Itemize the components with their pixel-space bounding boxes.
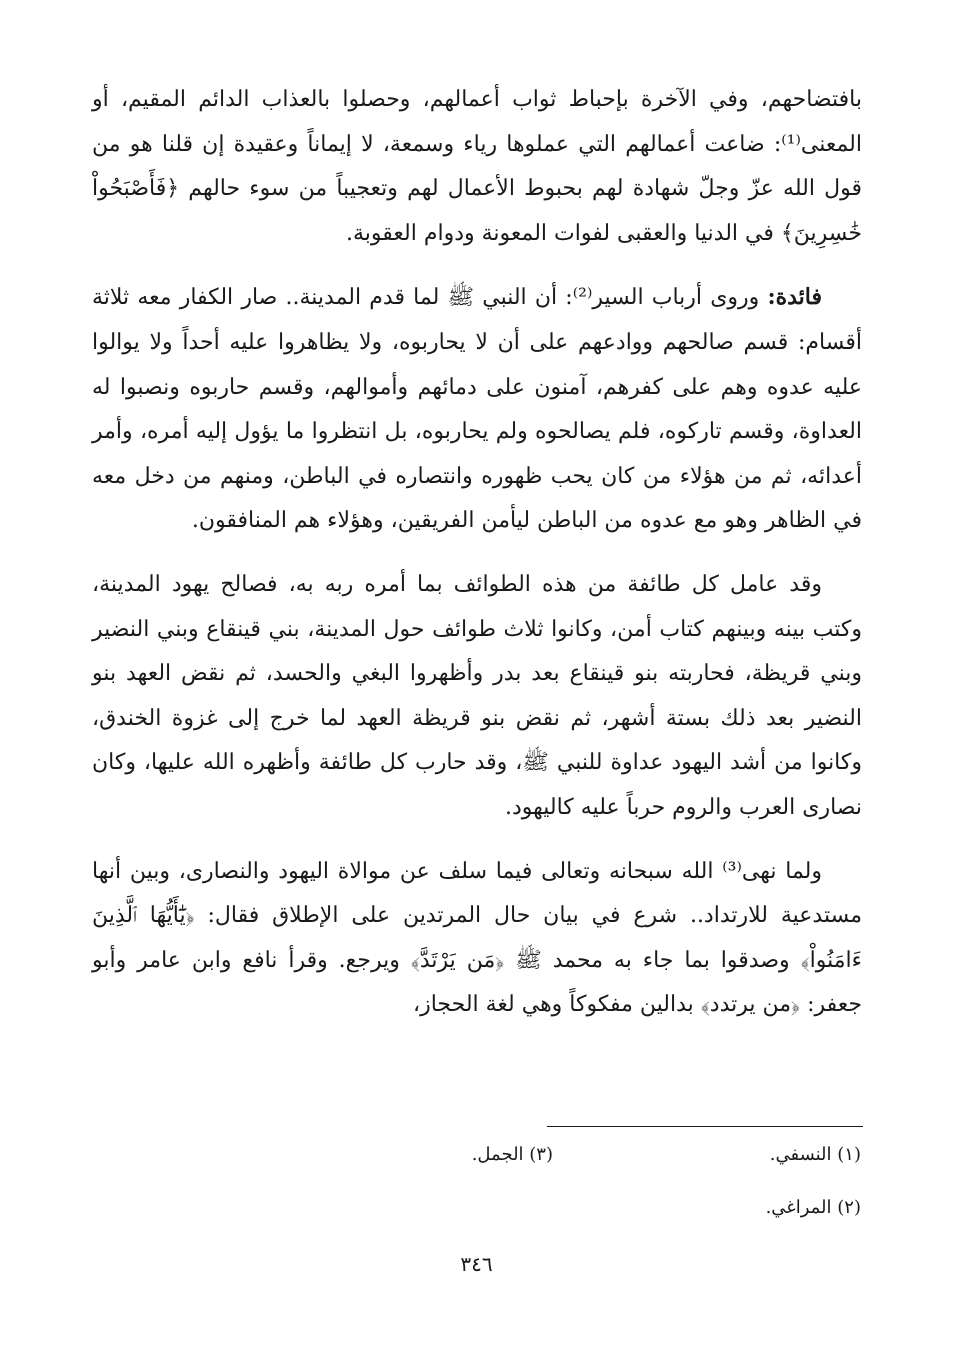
paragraph-2 bbox=[92, 275, 862, 544]
paragraph-2-lead: فائدة: bbox=[767, 284, 823, 311]
footnote-2: (٢) المراغي. bbox=[765, 1197, 861, 1218]
footnote-1: (١) النسفي. bbox=[769, 1144, 861, 1165]
paragraph-4: ولما نهى⁽³⁾ الله سبحانه وتعالى فيما سلف عن موالاة اليهود والنصارى، وبين أنها مستدعية للارتداد.. شرع في بيان حال المرتدين على الإطلاق فقال: ﴿يَٰٓأَيُّهَا ٱلَّذِينَ ءَامَنُواْ﴾ وصدقوا بما جاء به محمد ﷺ ﴿مَن يَرْتَدَّ﴾ ويرجع. وقرأ نافع وابن عامر وأبو جعفر: ﴿من يرتدد﴾ بدالين مفكوكاً وهي لغة الحجاز، bbox=[92, 858, 862, 1018]
paragraph-1: بافتضاحهم، وفي الآخرة بإحباط ثواب أعمالهم، وحصلوا بالعذاب الدائم المقيم، أو المعنى⁽¹⁾: ضاعت أعمالهم التي عملوها رياء وسمعة، لا إيماناً وعقيدة إن قلنا هو من قول الله عزّ وجلّ شهادة لهم بحبوط الأعمال لهم وتعجيباً من سوء حالهم ﴿فَأَصْبَحُواْ خَٰسِرِينَ﴾ في الدنيا والعقبى لفوات المعونة ودوام العقوبة. bbox=[92, 87, 862, 246]
footnote-separator bbox=[547, 1126, 863, 1127]
footnote-3: (٣) الجمل. bbox=[471, 1144, 553, 1165]
page-number: ٣٤٦ bbox=[460, 1252, 493, 1276]
paragraph-3: وقد عامل كل طائفة من هذه الطوائف بما أمره ربه به، فصالح يهود المدينة، وكتب بينه وبينهم كتاب أمن، وكانوا ثلاث طوائف حول المدينة، بني قينقاع وبني النضير وبني قريظة، فحاربته بنو قينقاع بعد بدر وأظهروا البغي والحسد، ثم نقض العهد بنو النضير بعد ذلك بستة أشهر، ثم نقض بنو قريظة العهد لما خرج إلى غزوة الخندق، وكانوا من أشد اليهود عداوة للنبي ﷺ، وقد حارب كل طائفة وأظهره الله عليها، وكان نصارى العرب والروم حرباً عليه كاليهود. bbox=[92, 571, 862, 820]
paragraph-2-text: وروى أرباب السير⁽²⁾: أن النبي ﷺ لما قدم المدينة.. صار الكفار معه ثلاثة أقسام: قسم صالحهم ووادعهم على أن لا يحاربوه، ولا يظاهروا عليه أحداً ولا يوالوا عليه عدوه وهم على كفرهم، آمنون على دمائهم وأموالهم، وقسم حاربوه ونصبوا له العداوة، وقسم تاركوه، فلم يصالحوه ولم يحاربوه، بل انتظروا ما يؤول إليه أمره، وأمر أعدائه، ثم من هؤلاء من كان يحب ظهوره وانتصاره في الباطن، ومنهم من دخل معه في الظاهر وهو مع عدوه من الباطن ليأمن الفريقين، وهؤلاء هم المنافقون. bbox=[92, 285, 862, 534]
page-body bbox=[92, 78, 862, 1028]
